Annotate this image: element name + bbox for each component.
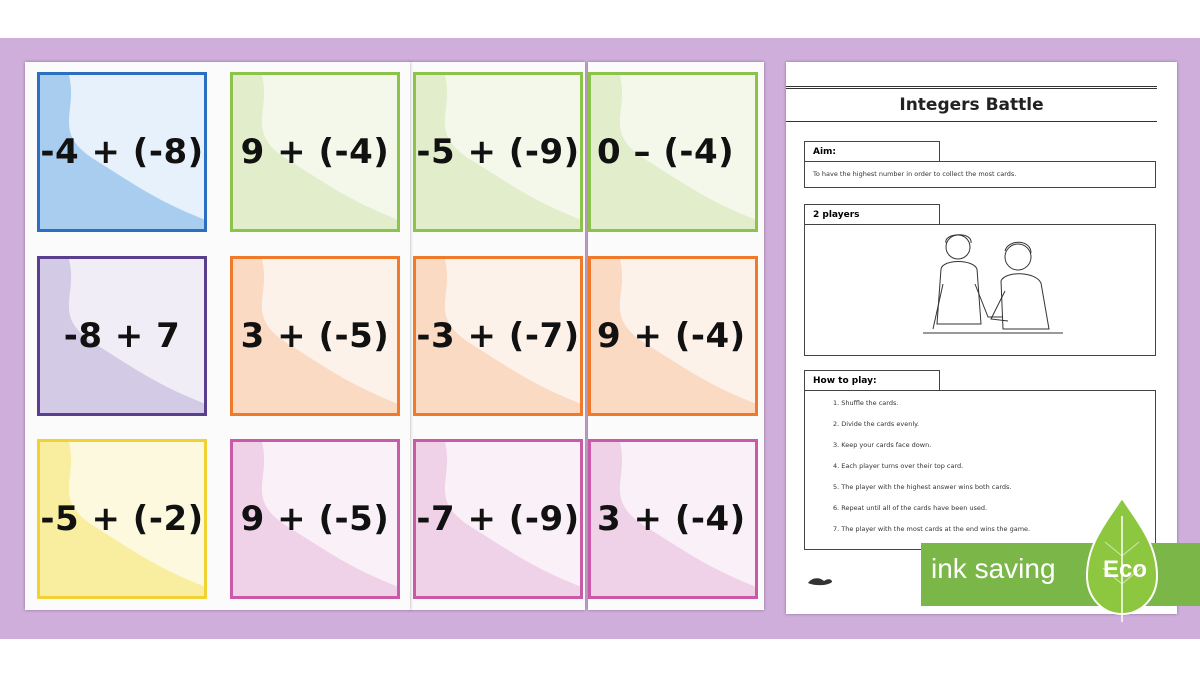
card-expression: 9 + (-4) xyxy=(240,132,390,172)
card xyxy=(588,439,758,599)
card-sheet-4 xyxy=(588,62,764,610)
card xyxy=(588,72,758,232)
card-expression: -7 + (-9) xyxy=(416,499,580,539)
card-expression: 3 + (-5) xyxy=(240,316,390,356)
card-expression: 0 – (-4) xyxy=(597,132,735,172)
how-to-play-tab: How to play: xyxy=(804,370,940,390)
step-item: 6. Repeat until all of the cards have been used. xyxy=(833,504,988,512)
step-item: 7. The player with the most cards at the end wins the game. xyxy=(833,525,1031,533)
worksheet-title: Integers Battle xyxy=(786,88,1157,122)
eco-label: Eco xyxy=(1103,556,1148,583)
step-item: 1. Shuffle the cards. xyxy=(833,399,899,407)
step-item: 2. Divide the cards evenly. xyxy=(833,420,920,428)
players-illustration xyxy=(913,229,1073,349)
step-item: 5. The player with the highest answer wins both cards. xyxy=(833,483,1012,491)
steps-list xyxy=(833,397,1030,544)
players-box xyxy=(804,224,1156,356)
card-expression: 9 + (-4) xyxy=(597,316,746,356)
card-expression: 9 + (-5) xyxy=(240,499,390,539)
step-item: 4. Each player turns over their top card. xyxy=(833,462,964,470)
card xyxy=(230,439,400,599)
card-sheet-1 xyxy=(25,62,410,610)
card xyxy=(37,256,207,416)
aim-text: To have the highest number in order to collect the most cards. xyxy=(813,170,1017,178)
card-expression: -4 + (-8) xyxy=(40,132,204,172)
aim-tab: Aim: xyxy=(804,141,940,161)
card-expression: -5 + (-9) xyxy=(416,132,580,172)
card-expression: -3 + (-7) xyxy=(416,316,580,356)
aim-box xyxy=(804,161,1156,188)
card xyxy=(37,72,207,232)
players-tab: 2 players xyxy=(804,204,940,224)
card-expression: -5 + (-2) xyxy=(40,499,204,539)
card xyxy=(413,72,583,232)
ink-saving-text: ink saving xyxy=(931,553,1056,584)
card xyxy=(588,256,758,416)
card xyxy=(230,256,400,416)
card-sheet-3 xyxy=(409,62,585,610)
card xyxy=(37,439,207,599)
card-expression: 3 + (-4) xyxy=(597,499,746,539)
card xyxy=(230,72,400,232)
publisher-logo-icon xyxy=(806,575,834,587)
card xyxy=(413,256,583,416)
worksheet-top-rule xyxy=(786,86,1157,87)
card-expression: -8 + 7 xyxy=(63,316,181,356)
card xyxy=(413,439,583,599)
step-item: 3. Keep your cards face down. xyxy=(833,441,932,449)
